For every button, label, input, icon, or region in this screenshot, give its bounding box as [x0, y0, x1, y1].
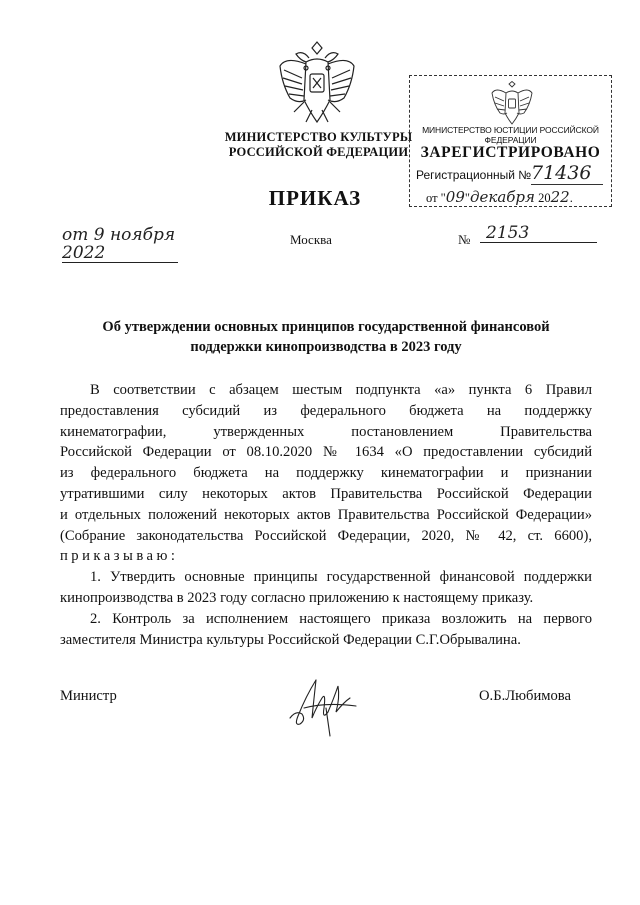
order-number: 2153	[480, 224, 597, 243]
signatory-name: О.Б.Любимова	[479, 688, 571, 704]
stamp-emblem-icon	[490, 81, 534, 125]
stamp-date-year: 22	[550, 188, 570, 206]
body-line: предоставления субсидий из федерального бюджета на поддержку	[60, 402, 592, 419]
signatory-role: Министр	[60, 688, 117, 704]
body-line: утратившими силу некоторых актов Правительства Российской Федерации	[60, 485, 592, 502]
stamp-date-year-prefix: 20	[534, 191, 551, 205]
order-directive: приказываю:	[60, 548, 179, 565]
item-1-line-1: 1. Утвердить основные принципы государственной финансовой поддержки	[90, 569, 592, 586]
ministry-line-2: РОССИЙСКОЙ ФЕДЕРАЦИИ	[228, 145, 409, 159]
stamp-date-prefix: от "	[426, 191, 446, 205]
body-line: Российской Федерации от 08.10.2020 № 1634 «О предоставлении субсидий	[60, 444, 592, 461]
order-body	[60, 380, 592, 650]
stamp-date-quote: "	[464, 191, 470, 205]
stamp-registered-label: ЗАРЕГИСТРИРОВАНО	[420, 144, 601, 161]
body-line: В соответствии с абзацем шестым подпункта «а» пункта 6 Правил	[90, 382, 592, 398]
body-line: (Собрание законодательства Российской Федерации, 2020, № 42, ст. 6600),	[60, 527, 592, 544]
heading-line-2: поддержки кинопроизводства в 2023 году	[190, 339, 462, 355]
ministry-name	[216, 130, 421, 160]
order-number-label: №	[458, 232, 471, 247]
stamp-registration-label: Регистрационный №	[416, 168, 532, 182]
order-city: Москва	[290, 232, 332, 247]
handwritten-signature	[286, 668, 360, 738]
body-line: кинематографии, утвержденных постановлением Правительства	[60, 423, 592, 440]
order-date: от 9 ноября 2022	[62, 226, 178, 263]
body-line: из федерального бюджета на поддержку кинематографии и признании	[60, 465, 592, 482]
stamp-date-day: 09	[445, 188, 465, 206]
ministry-line-1: МИНИСТЕРСТВО КУЛЬТУРЫ	[224, 130, 413, 144]
stamp-registration-number: 71436	[531, 162, 603, 185]
item-2-line-2: заместителя Министра культуры Российской Федерации С.Г.Обрывалина.	[60, 631, 521, 648]
stamp-date-month: декабря	[469, 188, 535, 206]
document-type-title: ПРИКАЗ	[268, 186, 362, 210]
item-1-line-2: кинопроизводства в 2023 году согласно приложению к настоящему приказу.	[60, 589, 534, 606]
order-heading	[60, 317, 592, 357]
coat-of-arms-icon	[276, 40, 358, 126]
item-2-line-1: 2. Контроль за исполнением настоящего приказа возложить на первого	[90, 610, 592, 627]
heading-line-1: Об утверждении основных принципов государственной финансовой	[102, 319, 550, 335]
body-line: и отдельных положений некоторых актов Правительства Российской Федерации»	[60, 506, 592, 523]
stamp-date-suffix: .	[569, 191, 573, 205]
stamp-date	[426, 188, 573, 206]
registration-stamp	[409, 75, 612, 207]
stamp-organization: МИНИСТЕРСТВО ЮСТИЦИИ РОССИЙСКОЙ ФЕДЕРАЦИИ	[422, 125, 599, 145]
